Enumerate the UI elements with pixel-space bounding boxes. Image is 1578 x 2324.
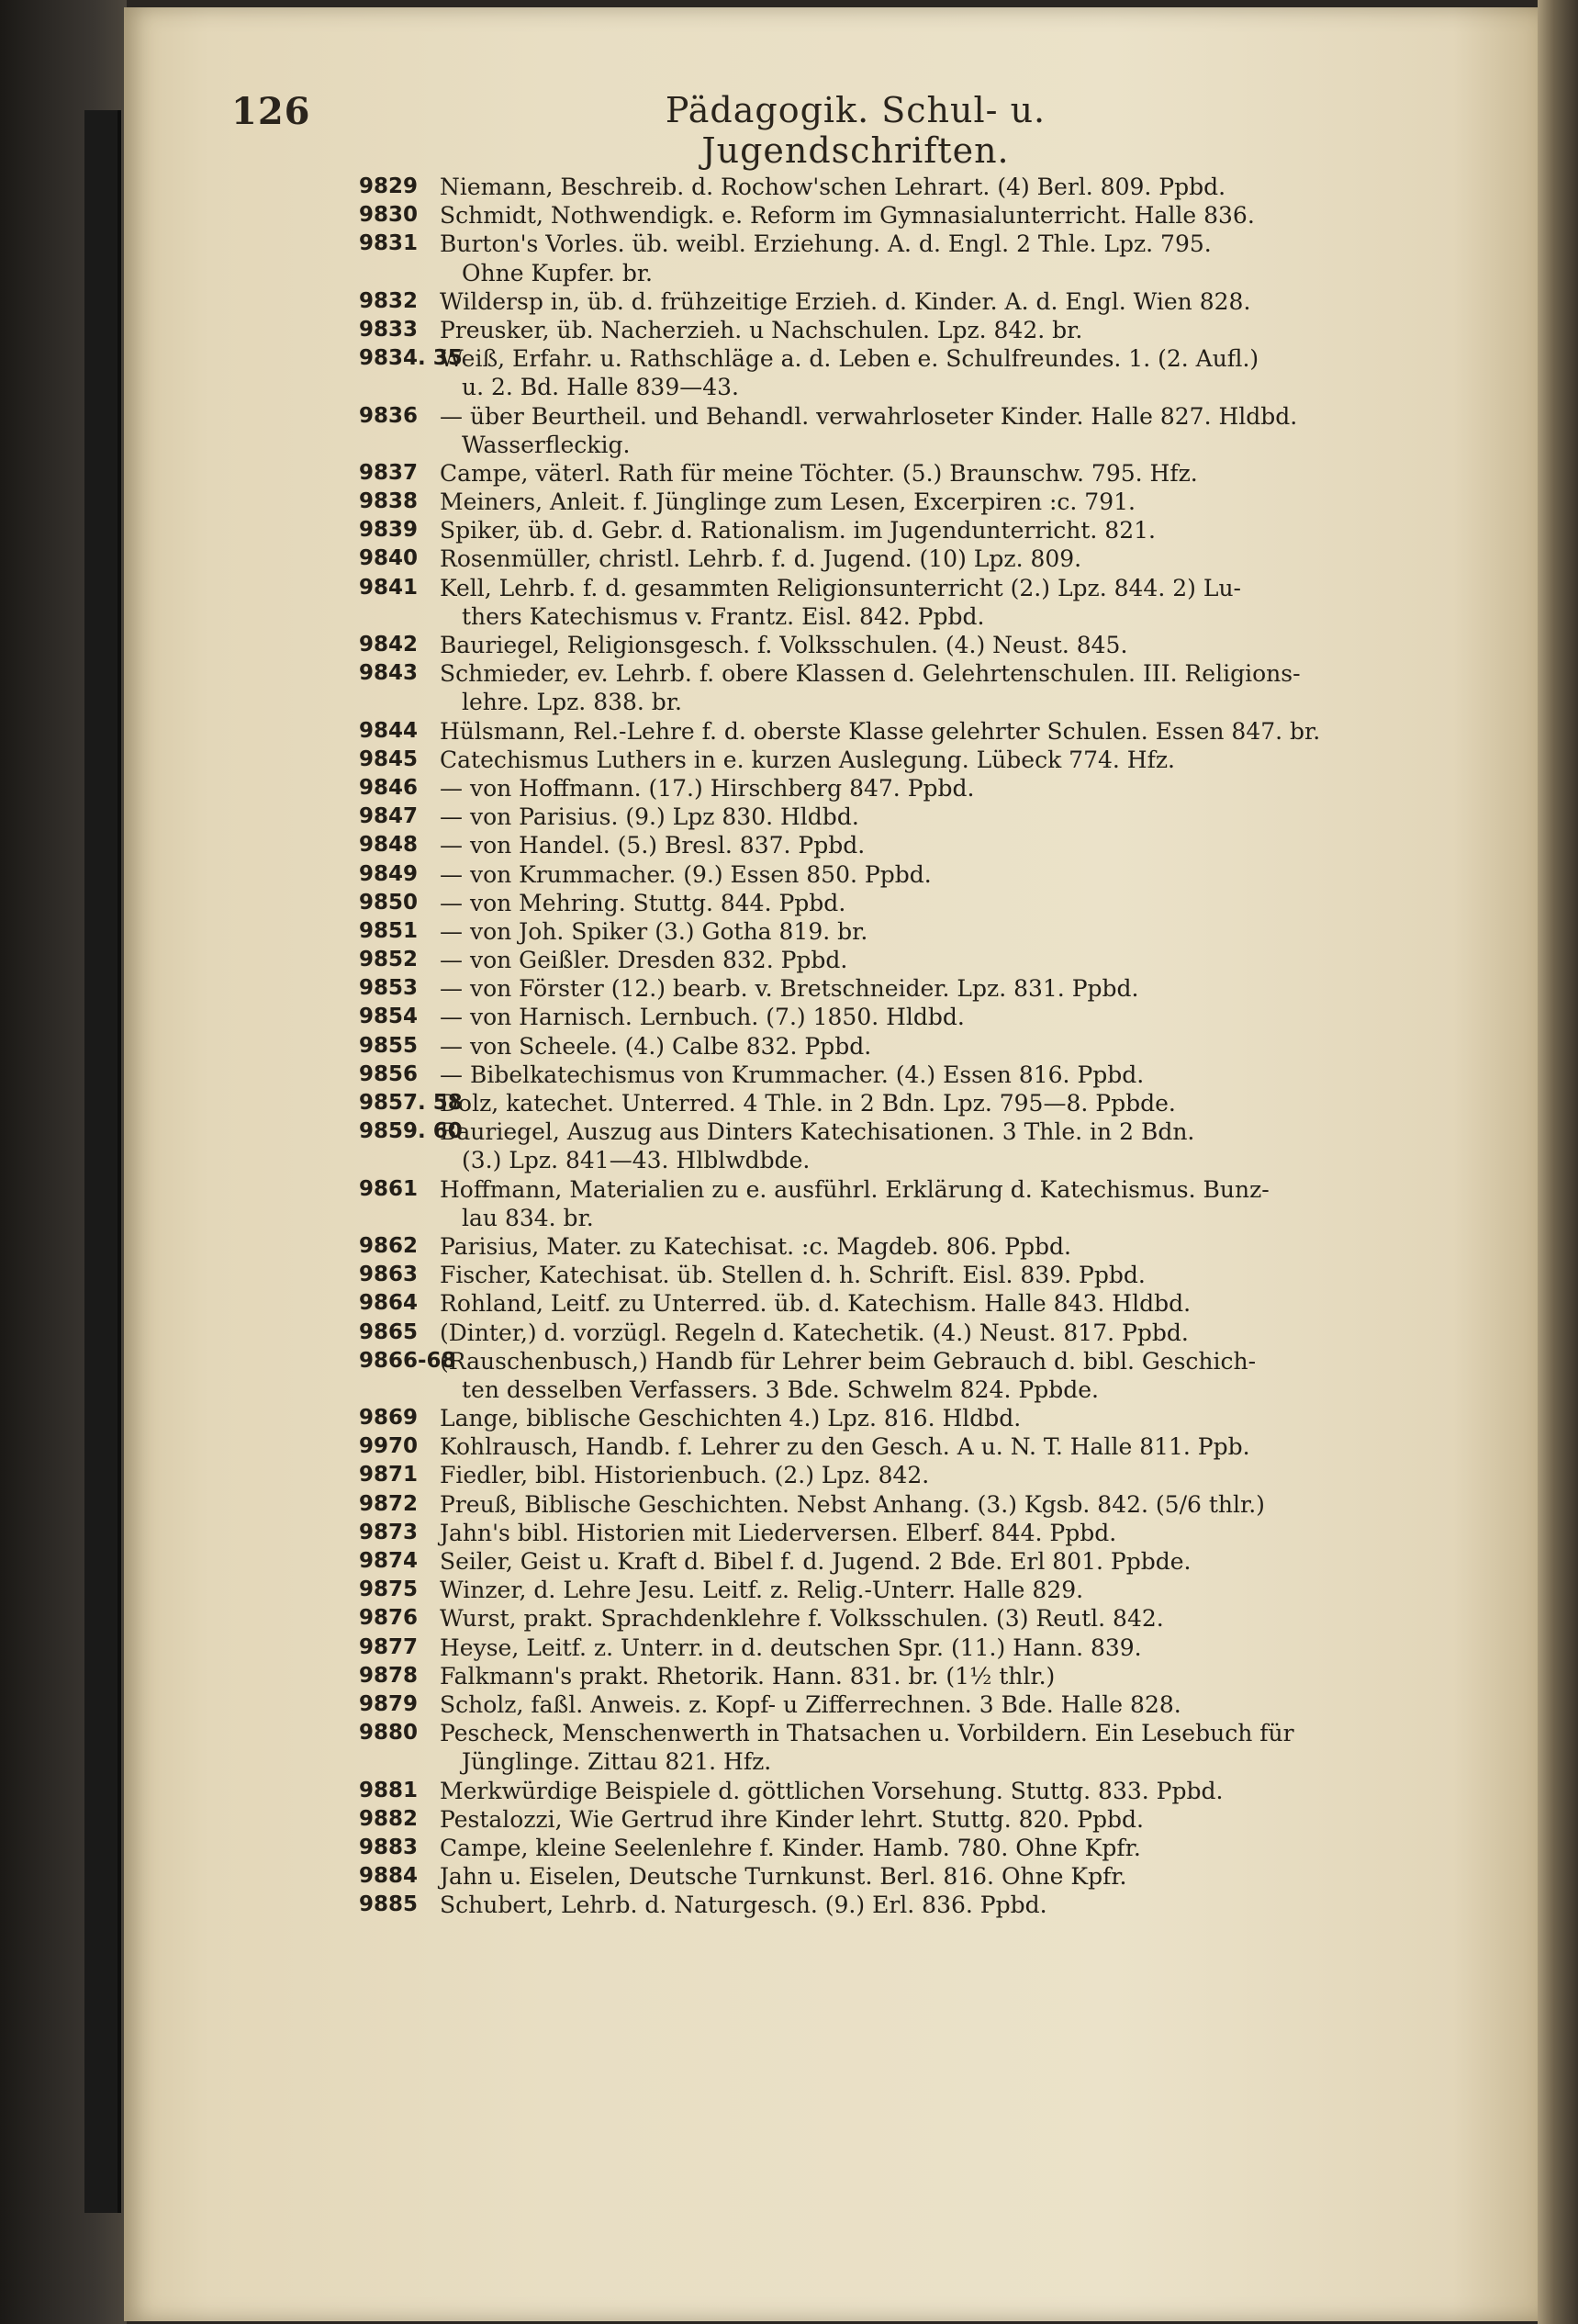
entry-text: Campe, väterl. Rath für meine Töchter. (5.) Braunschw. 795. Hfz.: [440, 459, 1198, 487]
entry-number: 9861: [359, 1176, 419, 1201]
catalog-entry-continuation: [359, 1146, 1506, 1174]
entry-text: Spiker, üb. d. Gebr. d. Rationalism. im Jugendunterricht. 821.: [440, 517, 1156, 545]
entry-text: Wurst, prakt. Sprachdenklehre f. Volksschulen. (3) Reutl. 842.: [440, 1605, 1164, 1633]
catalog-entry-continuation: [359, 1204, 1506, 1232]
entry-number: 9862: [359, 1233, 419, 1258]
entry-text: Niemann, Beschreib. d. Rochow'schen Lehrart. (4) Berl. 809. Ppbd.: [440, 174, 1226, 200]
entry-text: Seiler, Geist u. Kraft d. Bibel f. d. Jugend. 2 Bde. Erl 801. Ppbde.: [440, 1548, 1192, 1575]
catalog-entry: [359, 488, 1506, 516]
entry-number: 9881: [359, 1778, 419, 1802]
entry-number: 9885: [359, 1892, 419, 1917]
catalog-entry: [359, 1862, 1506, 1891]
catalog-entry: [359, 631, 1506, 659]
entry-number: 9864: [359, 1291, 419, 1316]
entry-number: 9837: [359, 460, 419, 485]
catalog-entry: [359, 402, 1506, 431]
entry-text: lehre. Lpz. 838. br.: [462, 689, 682, 716]
catalog-entry: [359, 574, 1506, 602]
entry-number: 9840: [359, 546, 419, 571]
catalog-entry: [359, 287, 1506, 316]
entry-text: (Rauschenbusch,) Handb für Lehrer beim Gebrauch d. bibl. Geschich-: [440, 1347, 1257, 1375]
entry-text: Heyse, Leitf. z. Unterr. in d. deutschen Spr. (11.) Hann. 839.: [440, 1634, 1142, 1661]
entry-text: Kell, Lehrb. f. d. gesammten Religionsunterricht (2.) Lpz. 844. 2) Lu-: [440, 574, 1241, 601]
entry-text: — von Scheele. (4.) Calbe 832. Ppbd.: [440, 1032, 872, 1060]
entry-number: 9851: [359, 918, 419, 943]
entry-text: Pescheck, Menschenwerth in Thatsachen u. Vorbildern. Ein Lesebuch für: [440, 1720, 1294, 1747]
catalog-entry: [359, 974, 1506, 1003]
entry-number: 9844: [359, 718, 419, 743]
catalog-entry: [359, 1604, 1506, 1633]
entry-number: 9970: [359, 1434, 419, 1459]
catalog-entry-continuation: [359, 431, 1506, 459]
entry-text: Jahn u. Eiselen, Deutsche Turnkunst. Berl. 816. Ohne Kpfr.: [440, 1863, 1127, 1891]
entry-text: — von Geißler. Dresden 832. Ppbd.: [440, 947, 848, 974]
entry-text: Fischer, Katechisat. üb. Stellen d. h. Schrift. Eisl. 839. Ppbd.: [440, 1262, 1146, 1289]
catalog-entry: [359, 1089, 1506, 1117]
entry-number: 9884: [359, 1864, 419, 1889]
entry-text: — von Joh. Spiker (3.) Gotha 819. br.: [440, 917, 868, 945]
entry-number: 9830: [359, 203, 419, 228]
entry-number: 9883: [359, 1835, 419, 1859]
entry-text: Parisius, Mater. zu Katechisat. :c. Magdeb. 806. Ppbd.: [440, 1232, 1071, 1260]
entry-number: 9849: [359, 861, 419, 886]
entry-text: lau 834. br.: [462, 1204, 594, 1231]
entry-text: Schmieder, ev. Lehrb. f. obere Klassen d. Gelehrtenschulen. III. Religions-: [440, 660, 1301, 688]
entry-number: 9873: [359, 1520, 419, 1544]
catalog-entry: [359, 889, 1506, 917]
entry-text: u. 2. Bd. Halle 839—43.: [462, 374, 739, 401]
catalog-entry-continuation: [359, 373, 1506, 401]
entry-number: 9865: [359, 1319, 419, 1344]
entry-text: Jünglinge. Zittau 821. Hfz.: [462, 1748, 772, 1776]
catalog-entry: [359, 545, 1506, 573]
entry-number: 9857. 58: [359, 1091, 463, 1115]
catalog-entry: [359, 1777, 1506, 1805]
entry-number: 9832: [359, 288, 419, 313]
entry-text: Hülsmann, Rel.-Lehre f. d. oberste Klasse gelehrter Schulen. Essen 847. br.: [440, 717, 1321, 745]
entry-number: 9869: [359, 1406, 419, 1431]
entry-number: 9856: [359, 1061, 419, 1086]
entry-text: Lange, biblische Geschichten 4.) Lpz. 816. Hldbd.: [440, 1405, 1022, 1432]
catalog-entry: [359, 1719, 1506, 1747]
catalog-entry: [359, 1519, 1506, 1547]
catalog-entries: [359, 173, 1506, 1919]
entry-number: 9880: [359, 1721, 419, 1746]
entry-number: 9842: [359, 633, 419, 657]
catalog-entry: [359, 1461, 1506, 1489]
catalog-entry: [359, 860, 1506, 889]
entry-text: Fiedler, bibl. Historienbuch. (2.) Lpz. 842.: [440, 1462, 930, 1489]
entry-number: 9833: [359, 317, 419, 342]
entry-number: 9878: [359, 1663, 419, 1688]
entry-text: Ohne Kupfer. br.: [462, 259, 653, 286]
entry-text: Rohland, Leitf. zu Unterred. üb. d. Katechism. Halle 843. Hldbd.: [440, 1290, 1192, 1318]
catalog-entry: [359, 917, 1506, 946]
catalog-entry: [359, 316, 1506, 344]
entry-text: ten desselben Verfassers. 3 Bde. Schwelm 824. Ppbde.: [462, 1375, 1099, 1403]
catalog-entry: [359, 1003, 1506, 1031]
entry-number: 9871: [359, 1463, 419, 1488]
catalog-entry: [359, 344, 1506, 373]
catalog-entry: [359, 717, 1506, 746]
entry-text: Wildersp in, üb. d. frühzeitige Erzieh. d. Kinder. A. d. Engl. Wien 828.: [440, 287, 1251, 315]
entry-number: 9882: [359, 1806, 419, 1831]
catalog-entry: [359, 831, 1506, 859]
entry-text: (3.) Lpz. 841—43. Hlblwdbde.: [462, 1147, 811, 1174]
catalog-entry: [359, 1805, 1506, 1834]
entry-number: 9843: [359, 661, 419, 686]
entry-text: Preuß, Biblische Geschichten. Nebst Anhang. (3.) Kgsb. 842. (5/6 thlr.): [440, 1490, 1265, 1518]
entry-text: Bauriegel, Religionsgesch. f. Volksschulen. (4.) Neust. 845.: [440, 632, 1128, 658]
entry-number: 9855: [359, 1033, 419, 1058]
entry-text: Catechismus Luthers in e. kurzen Auslegung. Lübeck 774. Hfz.: [440, 746, 1175, 773]
catalog-entry: [359, 1261, 1506, 1289]
entry-number: 9875: [359, 1577, 419, 1602]
running-title: Pädagogik. Schul- u. Jugendschriften.: [665, 90, 1046, 171]
catalog-entry: [359, 1891, 1506, 1919]
catalog-entry: [359, 1117, 1506, 1146]
entry-number: 9848: [359, 833, 419, 858]
entry-text: — Bibelkatechismus von Krummacher. (4.) Essen 816. Ppbd.: [440, 1061, 1145, 1088]
catalog-entry: [359, 201, 1506, 230]
catalog-entry: [359, 1032, 1506, 1061]
entry-number: 9872: [359, 1491, 419, 1516]
catalog-entry: [359, 1289, 1506, 1318]
entry-text: thers Katechismus v. Frantz. Eisl. 842. Ppbd.: [462, 602, 985, 630]
entry-number: 9850: [359, 890, 419, 915]
entry-number: 9866-68: [359, 1348, 456, 1373]
entry-number: 9854: [359, 1005, 419, 1029]
catalog-entry: [359, 230, 1506, 258]
catalog-entry: [359, 1490, 1506, 1519]
entry-text: — von Hoffmann. (17.) Hirschberg 847. Ppbd.: [440, 774, 975, 802]
entry-text: — von Förster (12.) bearb. v. Bretschneider. Lpz. 831. Ppbd.: [440, 975, 1139, 1003]
catalog-entry: [359, 659, 1506, 688]
entry-text: Jahn's bibl. Historien mit Liederversen. Elberf. 844. Ppbd.: [440, 1519, 1117, 1546]
entry-number: 9863: [359, 1263, 419, 1287]
entry-text: Schubert, Lehrb. d. Naturgesch. (9.) Erl. 836. Ppbd.: [440, 1892, 1047, 1919]
entry-number: 9841: [359, 575, 419, 600]
catalog-entry: [359, 1432, 1506, 1461]
catalog-entry-continuation: [359, 1375, 1506, 1404]
entry-number: 9853: [359, 976, 419, 1001]
entry-text: Hoffmann, Materialien zu e. ausführl. Erklärung d. Katechismus. Bunz-: [440, 1175, 1270, 1203]
catalog-entry: [359, 1347, 1506, 1375]
catalog-entry: [359, 746, 1506, 774]
catalog-entry-continuation: [359, 259, 1506, 287]
catalog-entry: [359, 803, 1506, 831]
entry-number: 9834. 35: [359, 346, 463, 371]
catalog-entry: [359, 1662, 1506, 1690]
entry-text: Falkmann's prakt. Rhetorik. Hann. 831. br. (1½ thlr.): [440, 1662, 1056, 1690]
entry-text: — über Beurtheil. und Behandl. verwahrloseter Kinder. Halle 827. Hldbd.: [440, 402, 1298, 430]
entry-text: Burton's Vorles. üb. weibl. Erziehung. A. d. Engl. 2 Thle. Lpz. 795.: [440, 230, 1212, 258]
catalog-entry: [359, 946, 1506, 974]
entry-text: Campe, kleine Seelenlehre f. Kinder. Hamb. 780. Ohne Kpfr.: [440, 1834, 1141, 1861]
entry-text: — von Handel. (5.) Bresl. 837. Ppbd.: [440, 832, 866, 859]
entry-text: Preusker, üb. Nacherzieh. u Nachschulen. Lpz. 842. br.: [440, 316, 1083, 343]
catalog-entry: [359, 516, 1506, 545]
catalog-entry: [359, 1690, 1506, 1719]
entry-text: Bauriegel, Auszug aus Dinters Katechisationen. 3 Thle. in 2 Bdn.: [440, 1118, 1195, 1146]
entry-text: (Dinter,) d. vorzügl. Regeln d. Katechetik. (4.) Neust. 817. Ppbd.: [440, 1319, 1189, 1346]
entry-number: 9838: [359, 489, 419, 514]
page-number: 126: [231, 90, 311, 133]
entry-number: 9874: [359, 1549, 419, 1573]
entry-number: 9836: [359, 403, 419, 428]
entry-number: 9859. 60: [359, 1119, 463, 1144]
entry-number: 9831: [359, 231, 419, 256]
binding-edge: [84, 110, 121, 2213]
entry-text: Kohlrausch, Handb. f. Lehrer zu den Gesch. A u. N. T. Halle 811. Ppb.: [440, 1433, 1250, 1461]
catalog-entry: [359, 1547, 1506, 1576]
entry-number: 9876: [359, 1606, 419, 1631]
catalog-entry-continuation: [359, 1747, 1506, 1776]
entry-text: Merkwürdige Beispiele d. göttlichen Vorsehung. Stuttg. 833. Ppbd.: [440, 1777, 1224, 1804]
entry-text: — von Harnisch. Lernbuch. (7.) 1850. Hldbd.: [440, 1004, 965, 1031]
catalog-entry: [359, 1576, 1506, 1604]
entry-number: 9839: [359, 518, 419, 543]
entry-text: Schmidt, Nothwendigk. e. Reform im Gymnasialunterricht. Halle 836.: [440, 202, 1255, 230]
catalog-entry: [359, 1404, 1506, 1432]
entry-text: — von Krummacher. (9.) Essen 850. Ppbd.: [440, 860, 932, 888]
page-header: [231, 90, 1516, 171]
next-page-edge: [1538, 0, 1578, 2324]
entry-number: 9879: [359, 1691, 419, 1716]
catalog-entry: [359, 1634, 1506, 1662]
catalog-entry-continuation: [359, 688, 1506, 716]
entry-number: 9846: [359, 775, 419, 800]
entry-number: 9845: [359, 747, 419, 771]
entry-text: Dolz, katechet. Unterred. 4 Thle. in 2 Bdn. Lpz. 795—8. Ppbde.: [440, 1090, 1176, 1117]
entry-text: — von Mehring. Stuttg. 844. Ppbd.: [440, 889, 846, 916]
entry-text: Rosenmüller, christl. Lehrb. f. d. Jugend. (10) Lpz. 809.: [440, 545, 1082, 573]
catalog-entry: [359, 1834, 1506, 1862]
entry-number: 9847: [359, 804, 419, 829]
entry-text: Pestalozzi, Wie Gertrud ihre Kinder lehrt. Stuttg. 820. Ppbd.: [440, 1805, 1145, 1833]
entry-number: 9852: [359, 948, 419, 972]
catalog-entry: [359, 1232, 1506, 1261]
entry-number: 9829: [359, 174, 419, 198]
catalog-entry: [359, 774, 1506, 803]
catalog-entry: [359, 459, 1506, 488]
catalog-entry: [359, 1319, 1506, 1347]
entry-text: Wasserfleckig.: [462, 431, 631, 458]
entry-text: Weiß, Erfahr. u. Rathschläge a. d. Leben e. Schulfreundes. 1. (2. Aufl.): [440, 345, 1259, 373]
catalog-entry: [359, 1175, 1506, 1204]
catalog-entry: [359, 173, 1506, 201]
catalog-entry-continuation: [359, 602, 1506, 631]
entry-number: 9877: [359, 1634, 419, 1659]
entry-text: Winzer, d. Lehre Jesu. Leitf. z. Relig.-Unterr. Halle 829.: [440, 1577, 1084, 1604]
entry-text: Scholz, faßl. Anweis. z. Kopf- u Zifferrechnen. 3 Bde. Halle 828.: [440, 1690, 1181, 1718]
entry-text: — von Parisius. (9.) Lpz 830. Hldbd.: [440, 803, 859, 831]
entry-text: Meiners, Anleit. f. Jünglinge zum Lesen, Excerpiren :c. 791.: [440, 488, 1136, 516]
catalog-entry: [359, 1061, 1506, 1089]
